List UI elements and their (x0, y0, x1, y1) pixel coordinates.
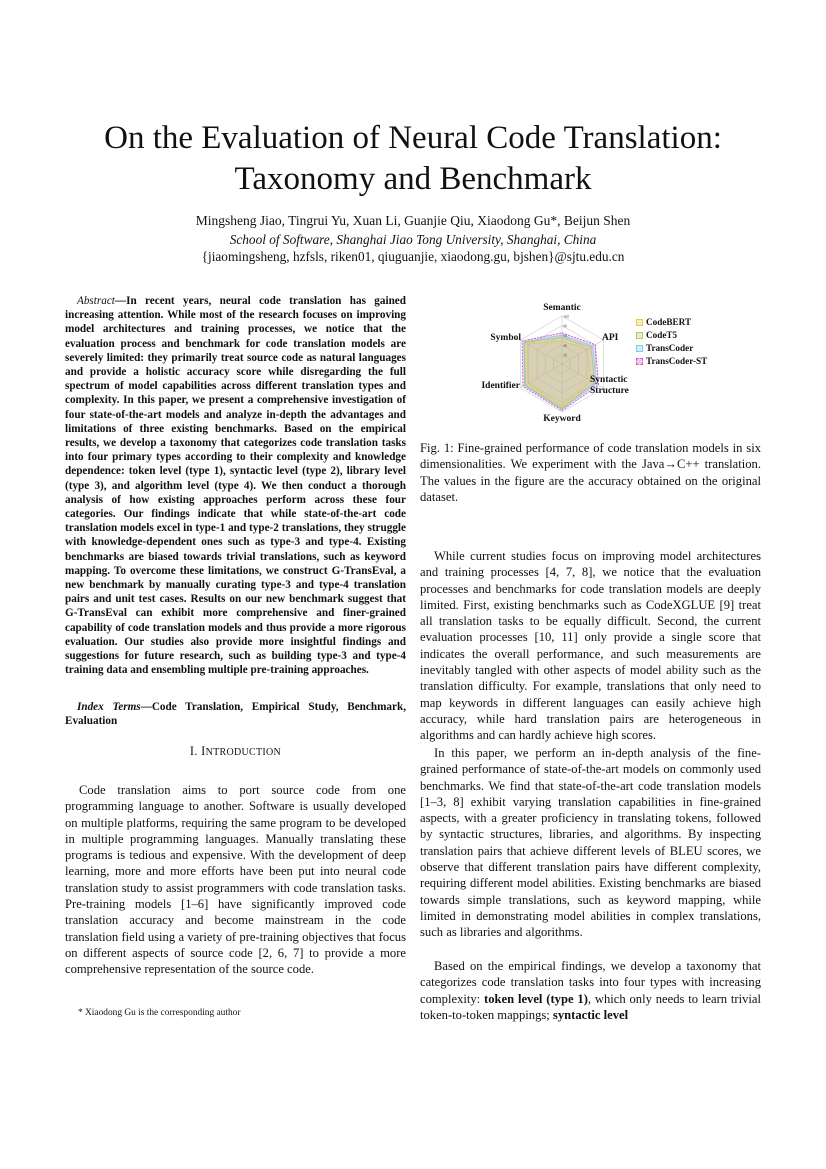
abstract-lead: Abstract (77, 295, 115, 307)
section-title-first: I (201, 744, 206, 758)
legend-swatch (636, 358, 643, 365)
p3-before: Based on the empirical findings, we develop a taxonomy that categorizes code translation tasks into four types with increasing complexity: (420, 959, 761, 1006)
radar-axis-label: Semantic (543, 303, 581, 313)
legend-swatch (636, 319, 643, 326)
legend-swatch (636, 345, 643, 352)
legend-item (636, 329, 707, 342)
index-terms (65, 700, 406, 728)
legend-item (636, 342, 707, 355)
body-paragraph-1: While current studies focus on improving model architectures and training processes [4, 7, 8], we notice that the evaluation processes and benchmarks for code translation models are deeply limited. First, existing benchmarks such as CodeXGLUE [9] treat all translation tasks to be equally difficult. Second, the current evaluation processes [10, 11] only provide a single score that indicates the overall performance, and such measurements are inevitably tangled with other aspects of model ability such as the translation difficulty. For example, translations that only need to map keywords in different languages can easily achieve high accuracy, while hard translation pairs are heterogeneous in algorithms and can hardly achieve high scores. (420, 549, 761, 743)
p3-bold-2: syntactic level (552, 1007, 629, 1022)
index-terms-text: —Code Translation, Empirical Study, Benchmark, Evaluation (65, 701, 406, 728)
legend-item (636, 316, 707, 329)
footnote: * Xiaodong Gu is the corresponding author (78, 1008, 241, 1018)
affiliation: School of Software, Shanghai Jiao Tong University, Shanghai, China (229, 232, 597, 247)
abstract (65, 294, 406, 677)
radar-tick-label: 80 (563, 324, 568, 329)
abstract-text: —In recent years, neural code translation has gained increasing attention. While most of the research focuses on improving model architectures and training processes, we notice that the evaluation process and benchmark for code translation models are severely limited: they primarily treat source code as natural languages and provide a holistic accuracy score while disregarding the full spectrum of model capabilities across different translation types and complexity. In this paper, we present a comprehensive investigation of four state-of-the-art models and analyze in-depth the advantages and limitations of three existing benchmarks. Based on the empirical results, we develop a taxonomy that categorizes code translation tasks into four primary types according to their complexity and knowledge dependence: token level (type 1), syntactic level (type 2), library level (type 3), and algorithm level (type 4). We then conduct a thorough analysis of how existing approaches perform across these four categories. Our findings indicate that while state-of-the-art code translation models excel in type-1 and type-2 translations, they struggle with knowledge-dependent ones such as type-3 and type-4. Existing benchmarks are biased towards trivial translations, such as keyword mapping. To overcome these limitations, we construct G-TransEval, a new benchmark by manually curating type-3 and type-4 translation pairs and unit test cases. Results on our new benchmark suggest that G-TransEval can exhibit more comprehensive and finer-grained capability of code translation models and thus provide a more rigorous evaluation. Our studies also provide more insightful findings and suggestions for future research, such as building type-3 and type-4 training data and ensembling multiple pre-training approaches. (65, 295, 406, 677)
figure-caption: Fig. 1: Fine-grained performance of code translation models in six dimensionalities. We experiment with the Java→C++ translation. The values in the figure are the accuracy obtained on the original dataset. (420, 441, 761, 504)
radar-tick-label: 20 (563, 353, 568, 358)
section-number: I. (189, 744, 198, 758)
p3-middle: , which only needs to learn trivial token-to-token mappings; (420, 991, 762, 1022)
radar-tick-label: 40 (563, 343, 568, 348)
paper-title (60, 118, 766, 200)
radar-axis-label: Identifier (481, 381, 520, 391)
body-paragraph-3 (420, 958, 761, 1023)
legend-label: CodeT5 (646, 330, 678, 340)
legend-label: CodeBERT (646, 317, 692, 327)
email-list: {jiaomingsheng, hzfsls, riken01, qiuguanjie, xiaodong.gu, bjshen}@sjtu.edu.cn (201, 249, 625, 264)
intro-paragraph: Code translation aims to port source code from one programming language to another. Software is usually developed on multiple platforms, requiring the same program to be developed in multiple programming languages. Manually translating these programs is tedious and expensive. With the development of deep learning, more and more efforts have been put into neural code translation study to assist programmers with code translation tasks. Pre-training models [1–6] have significantly improved code translation accuracy and become mainstream in the code translation field using a variety of pre-training objectives that focus on different aspects of source code [2, 6, 7] to provide a more comprehensive representation of the source code. (65, 783, 406, 977)
radar-tick-label: 100 (563, 315, 569, 319)
section-heading (65, 744, 406, 759)
radar-axis-label: Structure (590, 386, 629, 396)
author-list: Mingsheng Jiao, Tingrui Yu, Xuan Li, Guanjie Qiu, Xiaodong Gu*, Beijun Shen (195, 213, 631, 228)
title-line-2: Taxonomy and Benchmark (234, 161, 592, 197)
section-title-rest: NTRODUCTION (205, 747, 282, 758)
legend-label: TransCoder (646, 343, 694, 353)
title-line-1: On the Evaluation of Neural Code Translation: (104, 120, 722, 156)
legend-swatch (636, 332, 643, 339)
radar-series-group (522, 333, 598, 411)
radar-chart (462, 298, 762, 428)
radar-axis-label: API (602, 333, 619, 343)
p3-bold-1: token level (type 1) (484, 991, 588, 1006)
index-terms-lead: Index Terms (77, 701, 141, 713)
radar-axis-label: Syntactic (590, 375, 628, 385)
body-paragraph-2: In this paper, we perform an in-depth analysis of the fine-grained performance of state-of-the-art models on commonly used benchmarks. We find that state-of-the-art code translation models [1–3, 8] exhibit varying translation capabilities in fine-grained aspects, with a greater proficiency in translating tokens, followed by syntactic structures, libraries, and algorithms. By inspecting translation pairs that achieve different levels of BLEU scores, we observe that different translation pairs have different complexity, requiring different model abilities. Existing benchmarks are biased towards simple translations, such as keyword mapping, while limited in demonstrating model abilities in complex translations, such as libraries and algorithms. (420, 746, 761, 940)
legend-item (636, 355, 707, 368)
legend-label: TransCoder-ST (646, 356, 708, 366)
radar-axis-label: Symbol (490, 333, 521, 343)
chart-legend (636, 316, 707, 368)
radar-tick-label: 60 (563, 334, 568, 339)
radar-axis-label: Keyword (543, 414, 581, 424)
